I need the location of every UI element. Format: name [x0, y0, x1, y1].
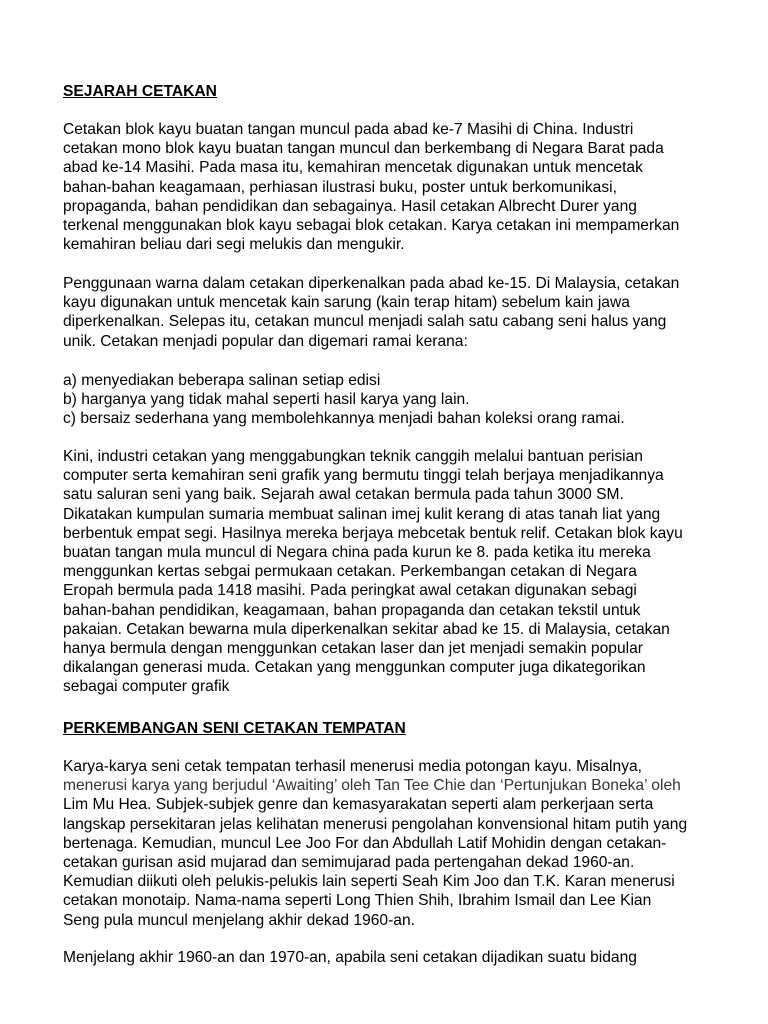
paragraph-line: terkenal menggunakan blok kayu sebagai blok cetakan. Karya cetakan ini mempamerkan: [63, 217, 680, 235]
paragraph-line: langskap persekitaran jelas kelihatan menerusi pengolahan konvensional hitam putih yang: [63, 815, 688, 833]
paragraph-line: Cetakan blok kayu buatan tangan muncul pada abad ke-7 Masihi di China. Industri: [63, 121, 634, 138]
paragraph-line: computer serta kemahiran seni grafik yang bermutu tinggi telah berjaya menjadikannya: [63, 467, 664, 485]
paragraph-line: cetakan gurisan asid mujarad dan semimujarad pada pertengahan dekad 1960-an.: [63, 854, 635, 872]
paragraph-line: propaganda, bahan pendidikan dan sebagainya. Hasil cetakan Albrecht Durer yang: [63, 197, 637, 215]
paragraph-2: [63, 274, 723, 351]
paragraph-line: kemahiran beliau dari segi melukis dan mengukir.: [63, 236, 405, 254]
paragraph-line: menggunkan kertas sebgai permukaan cetakan. Perkembangan cetakan di Negara: [63, 563, 637, 581]
list-item: a) menyediakan beberapa salinan setiap edisi: [63, 372, 381, 389]
reasons-list: [63, 371, 723, 429]
paragraph-line: hanya bermula dengan menggunkan cetakan laser dan jet menjadi semakin popular: [63, 640, 643, 658]
paragraph-1: [63, 120, 723, 254]
list-item: b) harganya yang tidak mahal seperti hasil karya yang lain.: [63, 391, 470, 409]
paragraph-line: pakaian. Cetakan bewarna mula diperkenalkan sekitar abad ke 15. di Malaysia, cetakan: [63, 620, 670, 638]
paragraph-line: berbentuk empat segi. Hasilnya mereka berjaya mebcetak bentuk relif. Cetakan blok kayu: [63, 524, 683, 542]
heading-perkembangan: [63, 719, 723, 738]
paragraph-line: bertenaga. Kemudian, muncul Lee Joo For dan Abdullah Latif Mohidin dengan cetakan-: [63, 834, 667, 852]
paragraph-3: [63, 447, 723, 697]
paragraph-line: buatan tangan mula muncul di Negara china pada kurun ke 8. pada ketika itu mereka: [63, 544, 651, 562]
paragraph-line: Menjelang akhir 1960-an dan 1970-an, apabila seni cetakan dijadikan suatu bidang: [63, 949, 637, 966]
paragraph-line: Seng pula muncul menjelang akhir dekad 1960-an.: [63, 911, 415, 929]
paragraph-line: cetakan monotaip. Nama-nama seperti Long Thien Shih, Ibrahim Ismail dan Lee Kian: [63, 892, 652, 910]
paragraph-5: [63, 948, 723, 967]
paragraph-line: Dikatakan kumpulan sumaria membuat salinan imej kulit kerang di atas tanah liat yang: [63, 505, 661, 523]
paragraph-line: Penggunaan warna dalam cetakan diperkenalkan pada abad ke-15. Di Malaysia, cetakan: [63, 275, 680, 292]
paragraph-line: Lim Mu Hea. Subjek-subjek genre dan kemasyarakatan seperti alam perkerjaan serta: [63, 796, 654, 814]
heading-sejarah-cetakan: [63, 82, 723, 101]
paragraph-line: bahan-bahan pendidikan, keagamaan, bahan propaganda dan cetakan tekstil untuk: [63, 601, 641, 619]
paragraph-4: [63, 757, 723, 930]
paragraph-line: menerusi karya yang berjudul ‘Awaiting’ oleh Tan Tee Chie dan ‘Pertunjukan Boneka’ oleh: [63, 777, 681, 795]
paragraph-line: Kemudian diikuti oleh pelukis-pelukis lain seperti Seah Kim Joo dan T.K. Karan menerusi: [63, 873, 675, 891]
section-heading: SEJARAH CETAKAN: [63, 83, 217, 100]
list-item: c) bersaiz sederhana yang membolehkannya menjadi bahan koleksi orang ramai.: [63, 410, 625, 428]
paragraph-line: bahan-bahan keagamaan, perhiasan ilustrasi buku, poster untuk berkomunikasi,: [63, 178, 617, 196]
paragraph-line: diperkenalkan. Selepas itu, cetakan muncul menjadi salah satu cabang seni halus yang: [63, 313, 667, 331]
section-heading: PERKEMBANGAN SENI CETAKAN TEMPATAN: [63, 720, 406, 737]
paragraph-line: dikalangan generasi muda. Cetakan yang menggunkan computer juga dikategorikan: [63, 659, 646, 677]
paragraph-line: cetakan mono blok kayu buatan tangan muncul dan berkembang di Negara Barat pada: [63, 140, 664, 158]
paragraph-line: satu saluran seni yang baik. Sejarah awal cetakan bermula pada tahun 3000 SM.: [63, 486, 624, 504]
paragraph-line: Karya-karya seni cetak tempatan terhasil menerusi media potongan kayu. Misalnya,: [63, 758, 642, 775]
paragraph-line: unik. Cetakan menjadi popular dan digemari ramai kerana:: [63, 332, 468, 350]
paragraph-line: Eropah bermula pada 1418 masihi. Pada peringkat awal cetakan digunakan sebagi: [63, 582, 637, 600]
paragraph-line: kayu digunakan untuk mencetak kain sarung (kain terap hitam) sebelum kain jawa: [63, 294, 630, 312]
paragraph-line: Kini, industri cetakan yang menggabungkan teknik canggih melalui bantuan perisian: [63, 448, 643, 465]
paragraph-line: abad ke-14 Masihi. Pada masa itu, kemahiran mencetak digunakan untuk mencetak: [63, 159, 643, 177]
paragraph-line: sebagai computer grafik: [63, 678, 230, 696]
